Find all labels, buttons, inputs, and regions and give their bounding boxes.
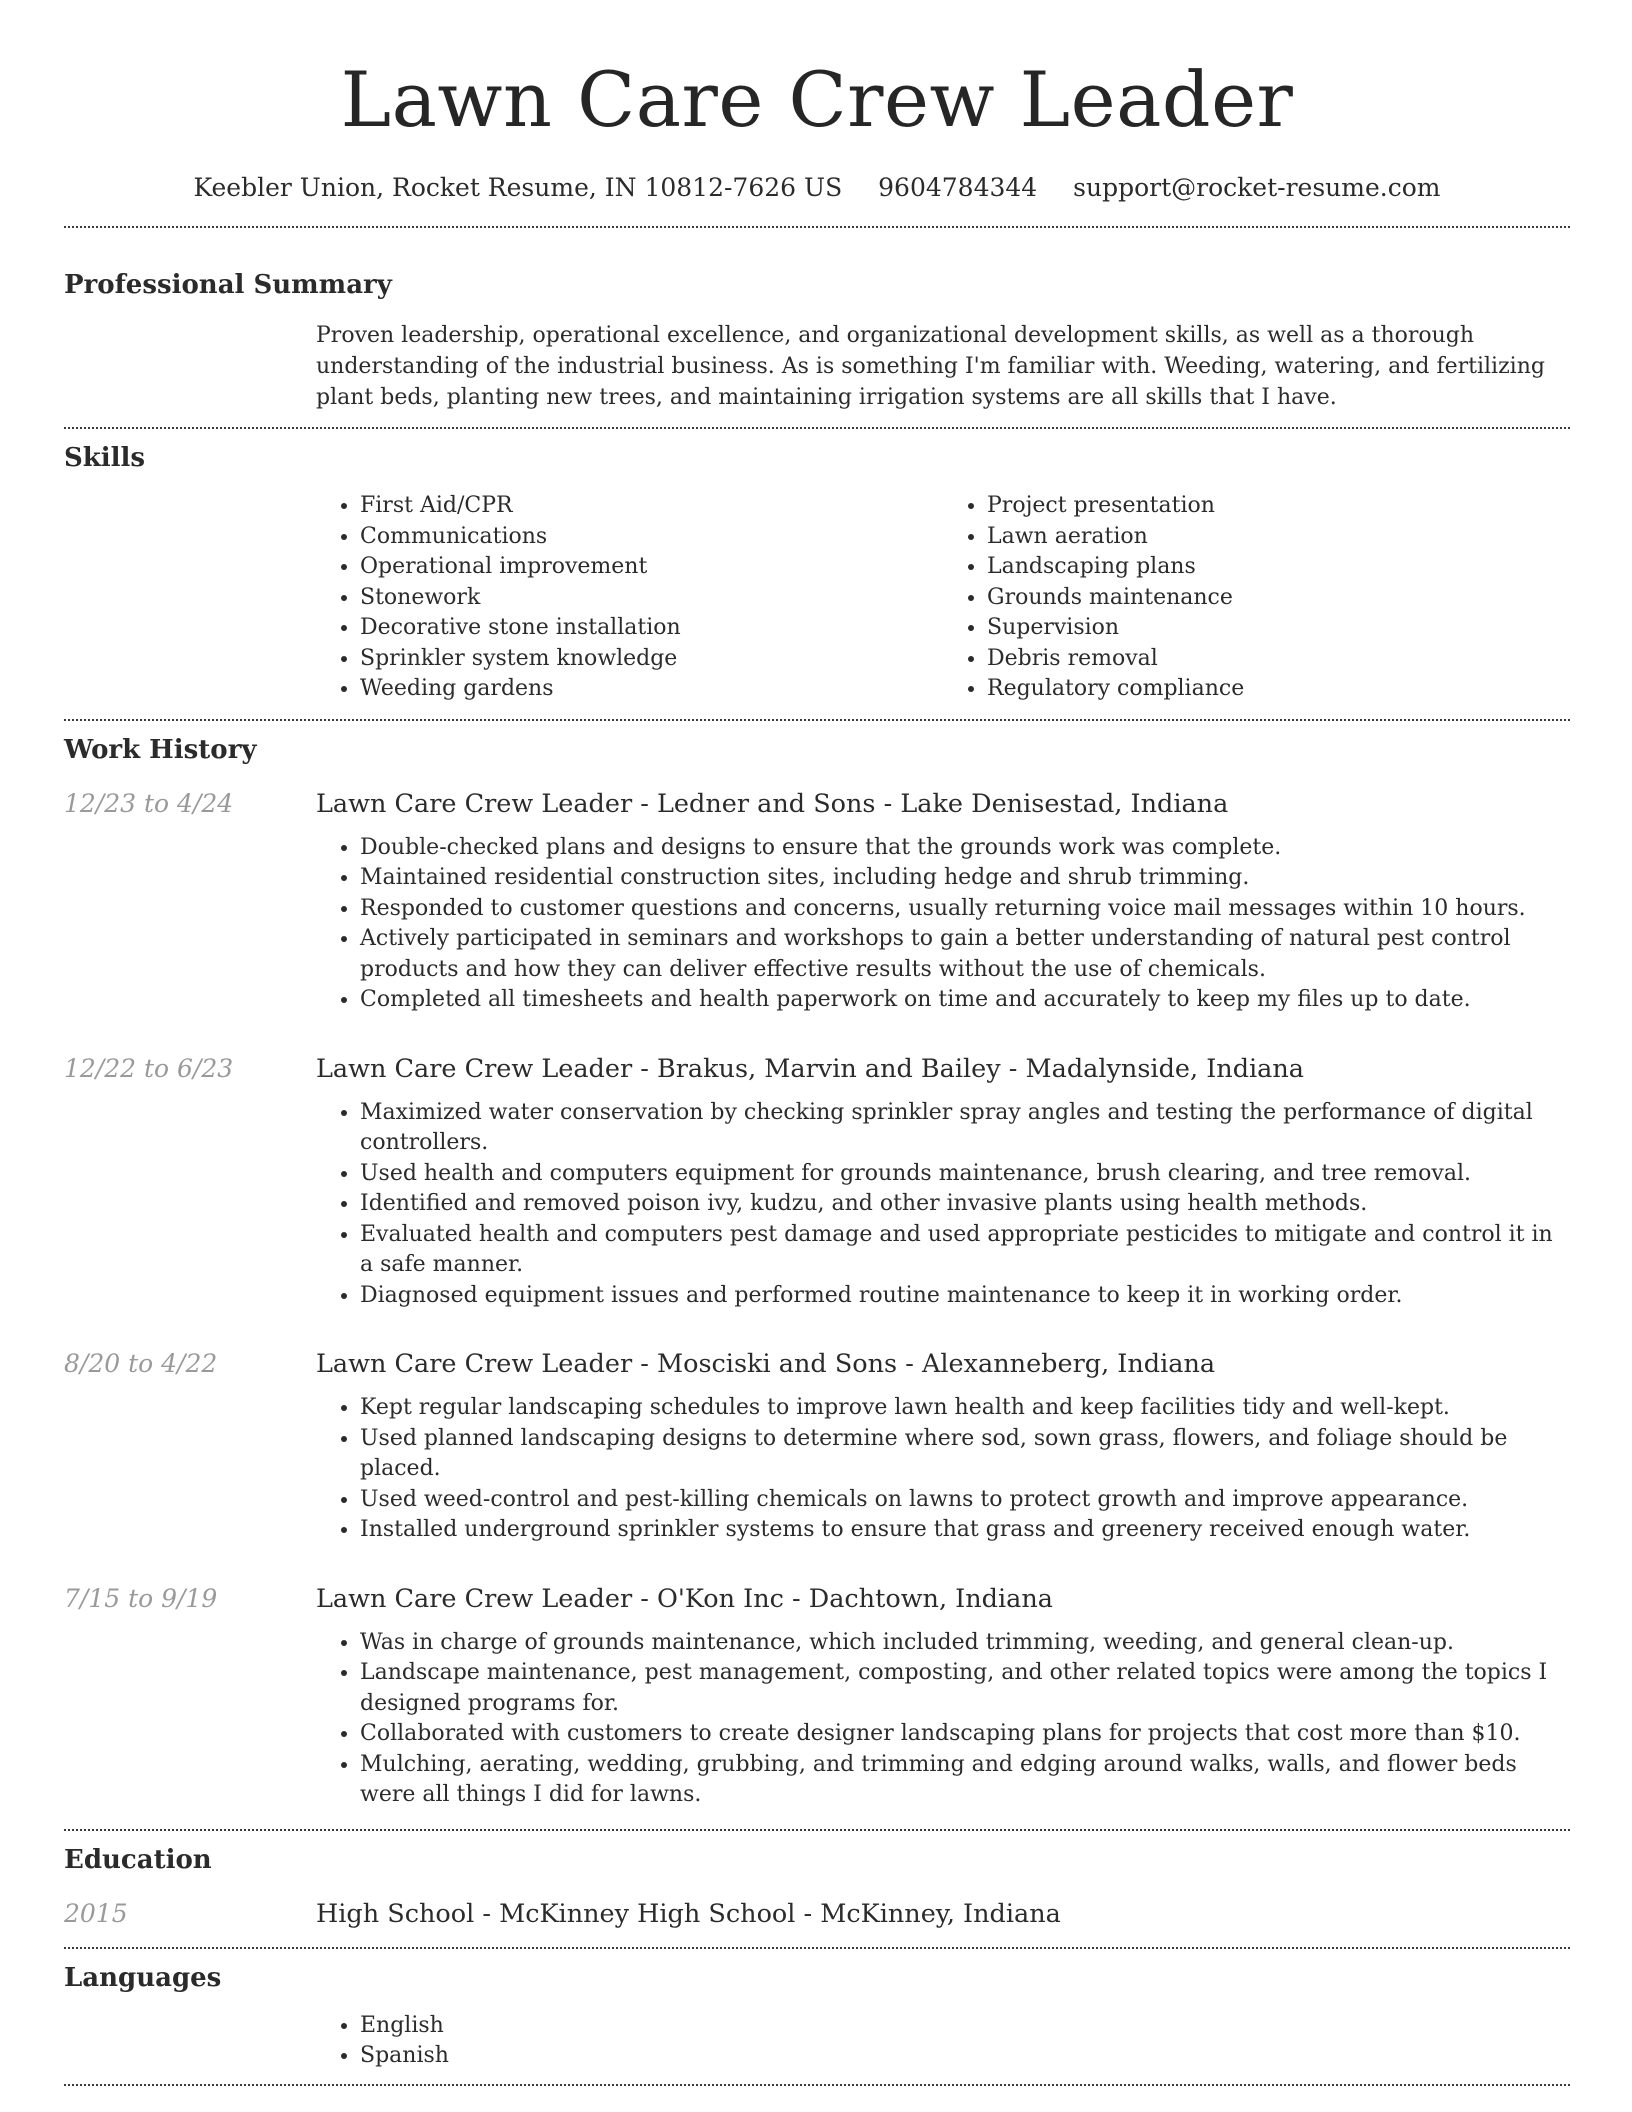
- job-title: Lawn Care Crew Leader - Brakus, Marvin and Bailey - Madalynside, Indiana: [316, 1053, 1305, 1084]
- skill-item: • Grounds maintenance: [987, 583, 1570, 614]
- job-dates: 12/22 to 6/23: [64, 1053, 234, 1083]
- skill-item: • First Aid/CPR: [360, 491, 943, 522]
- job-bullet: • Maximized water conservation by checking sprinkler spray angles and testing the performance of digital controllers.: [360, 1098, 1570, 1159]
- job-bullet: • Kept regular landscaping schedules to improve lawn health and keep facilities tidy and well-kept.: [360, 1393, 1570, 1424]
- education-year: 2015: [64, 1898, 128, 1928]
- education-section: [64, 1831, 1570, 1931]
- job-header: [64, 1347, 1570, 1381]
- skill-item: • Regulatory compliance: [987, 674, 1570, 705]
- job-dates: 12/23 to 4/24: [64, 788, 234, 818]
- skill-item: • Decorative stone installation: [360, 613, 943, 644]
- job-bullet: • Double-checked plans and designs to ensure that the grounds work was complete.: [360, 833, 1570, 864]
- job-header: [64, 787, 1570, 821]
- job-bullets: [316, 1628, 1570, 1811]
- job-bullet: • Identified and removed poison ivy, kudzu, and other invasive plants using health methods.: [360, 1189, 1570, 1220]
- section-title-languages: Languages: [64, 1962, 222, 1993]
- job-bullets: [316, 833, 1570, 1016]
- job-bullet: • Maintained residential construction sites, including hedge and shrub trimming.: [360, 863, 1570, 894]
- section-title-work: Work History: [64, 734, 257, 765]
- contact-line: [64, 172, 1570, 204]
- job-dates: 7/15 to 9/19: [64, 1583, 218, 1613]
- skill-item: • Debris removal: [987, 644, 1570, 675]
- skill-item: • Operational improvement: [360, 552, 943, 583]
- job-entry: [64, 1582, 1570, 1811]
- job-dates: 8/20 to 4/22: [64, 1349, 218, 1378]
- job-title: Lawn Care Crew Leader - Mosciski and Sons - Alexanneberg, Indiana: [316, 1349, 1216, 1379]
- job-bullet: • Completed all timesheets and health paperwork on time and accurately to keep my files up to date.: [360, 985, 1570, 1016]
- job-bullet: • Actively participated in seminars and workshops to gain a better understanding of natural pest control products and how they can deliver effective results without the use of chemicals.: [360, 924, 1570, 985]
- summary-text: Proven leadership, operational excellence, and organizational development skills, as well as a thorough understanding of the industrial business. As is something I'm familiar with. Weeding, watering, and fertilizing plant beds, planting new trees, and maintaining irrigation systems are all skills that I have.: [316, 323, 1545, 410]
- job-header: [64, 1052, 1570, 1086]
- job-bullet: • Used planned landscaping designs to determine where sod, sown grass, flowers, and foliage should be placed.: [360, 1424, 1570, 1485]
- job-bullet: • Installed underground sprinkler systems to ensure that grass and greenery received enough water.: [360, 1515, 1570, 1546]
- divider: [64, 2084, 1570, 2086]
- language-item: • English: [360, 2011, 1570, 2042]
- job-title: Lawn Care Crew Leader - O'Kon Inc - Dachtown, Indiana: [316, 1583, 1053, 1614]
- skill-item: • Sprinkler system knowledge: [360, 644, 943, 675]
- summary-section: [64, 228, 1570, 413]
- skill-item: • Landscaping plans: [987, 552, 1570, 583]
- job-bullet: • Was in charge of grounds maintenance, which included trimming, weeding, and general clean-up.: [360, 1628, 1570, 1659]
- job-entry: [64, 1347, 1570, 1546]
- skills-grid: [316, 491, 1570, 705]
- skill-item: • Stonework: [360, 583, 943, 614]
- section-title-summary: Professional Summary: [64, 270, 392, 300]
- job-bullet: • Landscape maintenance, pest management, composting, and other related topics were among the topics I designed programs for.: [360, 1658, 1570, 1719]
- languages-list: [316, 2011, 1570, 2072]
- job-bullet: • Used weed-control and pest-killing chemicals on lawns to protect growth and improve appearance.: [360, 1485, 1570, 1516]
- job-entry: [64, 1052, 1570, 1312]
- job-bullet: • Collaborated with customers to create designer landscaping plans for projects that cost more than $10.: [360, 1719, 1570, 1750]
- section-title-education: Education: [64, 1844, 212, 1875]
- skills-section: [64, 429, 1570, 705]
- contact-phone: 9604784344: [878, 173, 1038, 202]
- resume-name: Lawn Care Crew Leader: [340, 55, 1294, 144]
- resume-page: [64, 0, 1570, 2086]
- skill-item: • Weeding gardens: [360, 674, 943, 705]
- section-title-skills: Skills: [64, 443, 146, 473]
- skill-item: • Supervision: [987, 613, 1570, 644]
- skills-list-right: [943, 491, 1570, 705]
- skill-item: • Communications: [360, 522, 943, 553]
- job-bullet: • Mulching, aerating, wedding, grubbing, and trimming and edging around walks, walls, and flower beds were all things I did for lawns.: [360, 1750, 1570, 1811]
- job-bullets: [316, 1098, 1570, 1312]
- skill-item: • Project presentation: [987, 491, 1570, 522]
- job-entry: [64, 787, 1570, 1016]
- work-section: [64, 721, 1570, 1811]
- skills-list-left: [316, 491, 943, 705]
- job-bullet: • Responded to customer questions and concerns, usually returning voice mail messages within 10 hours.: [360, 894, 1570, 925]
- job-title: Lawn Care Crew Leader - Ledner and Sons - Lake Denisestad, Indiana: [316, 788, 1229, 819]
- job-bullet: • Diagnosed equipment issues and performed routine maintenance to keep it in working order.: [360, 1281, 1570, 1312]
- skill-item: • Lawn aeration: [987, 522, 1570, 553]
- languages-section: [64, 1949, 1570, 2072]
- language-item: • Spanish: [360, 2041, 1570, 2072]
- job-bullet: • Used health and computers equipment for grounds maintenance, brush clearing, and tree removal.: [360, 1159, 1570, 1190]
- contact-email: support@rocket-resume.com: [1073, 173, 1441, 202]
- job-bullet: • Evaluated health and computers pest damage and used appropriate pesticides to mitigate and control it in a safe manner.: [360, 1220, 1570, 1281]
- job-bullets: [316, 1393, 1570, 1546]
- education-school: High School - McKinney High School - McKinney, Indiana: [316, 1898, 1061, 1929]
- job-header: [64, 1582, 1570, 1616]
- contact-address: Keebler Union, Rocket Resume, IN 10812-7626 US: [193, 173, 843, 202]
- education-entry: [64, 1897, 1570, 1931]
